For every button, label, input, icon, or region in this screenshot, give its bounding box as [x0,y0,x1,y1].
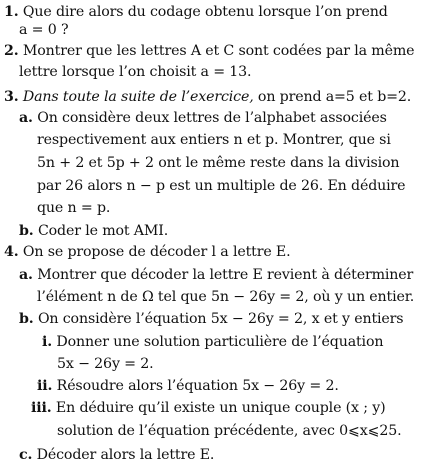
item-number: 3. [4,89,19,105]
item-number: 4. [4,244,19,260]
item-text: lettre lorsque l’on choisit a = 13. [19,64,252,80]
item-number: a. [19,110,33,126]
item-text: En déduire qu’il existe un unique couple (x ; y) [55,400,386,416]
item-text: 5n + 2 et 5p + 2 ont le même reste dans la division [37,155,400,171]
item-number: iii. [31,400,52,416]
item-text: par 26 alors n − p est un multiple de 26. En déduire [37,178,406,194]
item-3a-line-1 [19,109,387,127]
item-1-line-2 [19,21,68,39]
item-3-line-1 [4,88,411,106]
item-text: l’élément n de Ω tel que 5n − 26y = 2, où y un entier. [37,289,415,305]
item-text: Coder le mot AMI. [37,223,169,239]
item-number: 2. [4,43,19,59]
item-2-line-2 [19,63,251,81]
item-4c-line-1 [19,446,214,464]
item-1-line-1 [4,3,388,21]
item-3a-line-2 [37,131,391,149]
item-text: respectivement aux entiers n et p. Montrer, que si [37,132,391,148]
item-number: b. [19,311,34,327]
item-3a-line-5 [37,199,110,217]
item-4b-line-1 [19,310,403,328]
item-4-line-1 [4,243,291,261]
item-text: Montrer que les lettres A et C sont codées par la même [22,43,415,59]
item-text: Que dire alors du codage obtenu lorsque l’on prend [22,4,388,20]
item-number: i. [42,334,53,350]
item-number: c. [19,447,33,463]
item-text: que n = p. [37,200,111,216]
item-4a-line-1 [19,266,413,284]
item-3b-line-1 [19,222,168,240]
item-3a-line-4 [37,177,405,195]
item-text: solution de l’équation précédente, avec 0⩽x⩽25. [57,423,402,439]
item-number: a. [19,267,33,283]
item-4a-line-2 [37,288,414,306]
item-4b-iii-line-1 [31,399,386,417]
item-text: Donner une solution particulière de l’équation [56,334,384,350]
item-4b-i-line-1 [42,333,383,351]
item-text: a = 0 ? [19,22,69,38]
item-4b-iii-line-2 [57,422,401,440]
item-4b-i-line-2 [57,355,154,373]
item-text: On se propose de décoder l a lettre E. [22,244,291,260]
item-text: Résoudre alors l’équation 5x − 26y = 2. [56,378,339,394]
item-number: 1. [4,4,19,20]
item-text: Montrer que décoder la lettre E revient à déterminer [37,267,414,283]
item-2-line-1 [4,42,414,60]
item-text: on prend a=5 et b=2. [253,89,412,105]
item-3a-line-3 [37,154,399,172]
item-text: Décoder alors la lettre E. [36,447,215,463]
item-number: b. [19,223,34,239]
item-number: ii. [37,378,53,394]
item-text: On considère deux lettres de l’alphabet associées [37,110,387,126]
item-text: 5x − 26y = 2. [57,356,154,372]
item-italic-text: Dans toute la suite de l’exercice, [22,89,254,105]
item-4b-ii-line-1 [37,377,339,395]
item-text: On considère l’équation 5x − 26y = 2, x et y entiers [37,311,404,327]
